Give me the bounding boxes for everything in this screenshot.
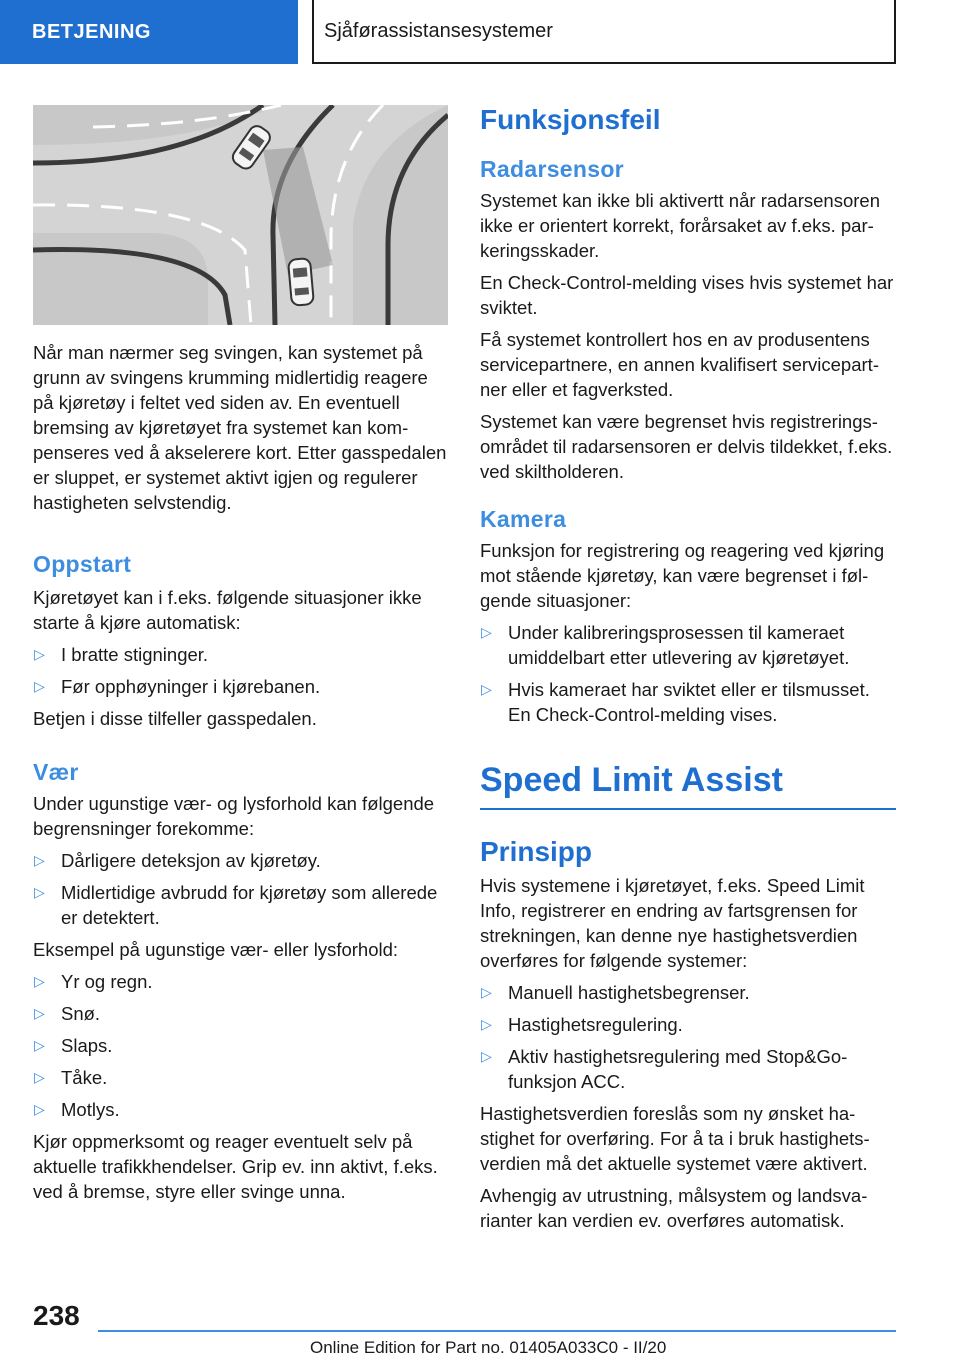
triangle-bullet-icon: ▷: [34, 678, 45, 694]
vaer-text: Under ugunstige vær- og lysforhold kan følgende begrensninger forekomme:: [33, 793, 435, 839]
edition-text: Online Edition for Part no. 01405A033C0 - II/20: [310, 1338, 667, 1357]
radar-p1: Systemet kan ikke bli aktivertt når radarsensoren ikke er orientert korrekt, forårsaket av f.eks. parkeringsskader.: [480, 190, 880, 261]
triangle-bullet-icon: ▷: [34, 646, 45, 662]
left-column: [33, 340, 453, 1204]
radar-p2: En Check-Control-melding vises hvis systemet har sviktet.: [480, 272, 894, 318]
triangle-bullet-icon: ▷: [34, 884, 45, 900]
list-item: ▷ Dårligere deteksjon av kjøretøy.: [34, 850, 321, 871]
radarsensor-heading: Radarsensor: [480, 156, 624, 182]
triangle-bullet-icon: ▷: [34, 1069, 45, 1085]
list-item: ▷ Manuell hastighetsbegrenser.: [481, 982, 750, 1003]
list-item: ▷ Yr og regn.: [34, 971, 153, 992]
kamera-heading: Kamera: [480, 506, 567, 532]
triangle-bullet-icon: ▷: [481, 1048, 492, 1064]
oppstart-after: Betjen i disse tilfeller gasspedalen.: [33, 708, 317, 729]
prinsipp-text: Hvis systemene i kjøretøyet, f.eks. Speed Limit Info, registrerer en endring av fartsgrensen for strekningen, kan denne nye hastighetsverdien overføres for følgende systemer:: [480, 875, 865, 971]
triangle-bullet-icon: ▷: [481, 984, 492, 1000]
vaer-heading: Vær: [33, 759, 79, 785]
triangle-bullet-icon: ▷: [34, 973, 45, 989]
radar-p4: Systemet kan være begrenset hvis registreringsområdet til radarsensoren er delvis tildekket, f.eks. ved skiltholderen.: [480, 411, 893, 482]
triangle-bullet-icon: ▷: [481, 1016, 492, 1032]
list-item: ▷ Under kalibreringsprosessen til kameraet umiddelbart etter utlevering av kjøretøyet.: [481, 622, 850, 668]
triangle-bullet-icon: ▷: [34, 852, 45, 868]
list-item: ▷ Slaps.: [34, 1035, 113, 1056]
speed-limit-assist-title: Speed Limit Assist: [480, 761, 783, 799]
prinsipp-heading: Prinsipp: [480, 836, 593, 867]
oppstart-list: [33, 642, 453, 699]
vaer-examples-list: [33, 969, 453, 1122]
chapter-header: [312, 0, 896, 64]
list-item: ▷ Hastighetsregulering.: [481, 1014, 683, 1035]
triangle-bullet-icon: ▷: [34, 1005, 45, 1021]
prinsipp-p3: Avhengig av utrustning, målsystem og landsvarianter kan verdien ev. overføres automatisk.: [480, 1185, 868, 1231]
footer-divider: [98, 1330, 896, 1332]
section-label: BETJENING: [32, 20, 151, 43]
list-item: ▷ Motlys.: [34, 1099, 120, 1120]
list-item: ▷ Aktiv hastighetsregulering med Stop&Go-funksjon ACC.: [481, 1046, 848, 1092]
intro-paragraph: Når man nærmer seg svingen, kan systemet på grunn av svingens krumming midlertidig reagere på kjøretøy i feltet ved siden av. En eventuell bremsing av kjøretøyet fra systemet kan kompenseres ved å akselerere kort. Etter gasspedalen er sluppet, er systemet aktivt igjen og regulerer hastigheten selvstendig.: [33, 342, 447, 513]
page-number: 238: [33, 1300, 80, 1331]
list-item: ▷ Før opphøyninger i kjørebanen.: [34, 676, 321, 697]
prinsipp-list: [480, 980, 896, 1094]
list-item: ▷ Tåke.: [34, 1067, 108, 1088]
kamera-list: [480, 620, 896, 727]
list-item: ▷ Snø.: [34, 1003, 101, 1024]
list-item: ▷ Hvis kameraet har sviktet eller er tilsmusset. En Check-Control-melding vises.: [481, 679, 870, 725]
oppstart-heading: Oppstart: [33, 551, 132, 577]
vaer-list: [33, 848, 453, 930]
list-item: ▷ I bratte stigninger.: [34, 644, 209, 665]
curve-illustration: [33, 105, 448, 325]
radar-p3: Få systemet kontrollert hos en av produsentens servicepartnere, en annen kvalifisert servicepartner eller et fagverksted.: [480, 329, 879, 400]
oppstart-text: Kjøretøyet kan i f.eks. følgende situasjoner ikke starte å kjøre automatisk:: [33, 587, 422, 633]
triangle-bullet-icon: ▷: [34, 1037, 45, 1053]
triangle-bullet-icon: ▷: [34, 1101, 45, 1117]
list-item: ▷ Midlertidige avbrudd for kjøretøy som allerede er detektert.: [34, 882, 438, 928]
funksjonsfeil-heading: Funksjonsfeil: [480, 104, 661, 135]
kamera-text: Funksjon for registrering og reagering ved kjøring mot stående kjøretøy, kan være begrenset i følgende situasjoner:: [480, 540, 885, 611]
triangle-bullet-icon: ▷: [481, 681, 492, 697]
section-tab: [0, 0, 298, 64]
right-column: [480, 104, 896, 1233]
chapter-label: Sjåførassistansesystemer: [324, 19, 553, 42]
road-curve-image: [33, 105, 448, 325]
prinsipp-p2: Hastighetsverdien foreslås som ny ønsket hastighet for overføring. For å ta i bruk hastighetsverdien må det aktuelle systemet være aktivert.: [480, 1103, 870, 1174]
triangle-bullet-icon: ▷: [481, 624, 492, 640]
vaer-example-intro: Eksempel på ugunstige vær- eller lysforhold:: [33, 939, 399, 960]
vaer-closing: Kjør oppmerksomt og reager eventuelt selv på aktuelle trafikkhendelser. Grip ev. inn aktivt, f.eks. ved å bremse, styre eller svinge unna.: [33, 1131, 438, 1202]
